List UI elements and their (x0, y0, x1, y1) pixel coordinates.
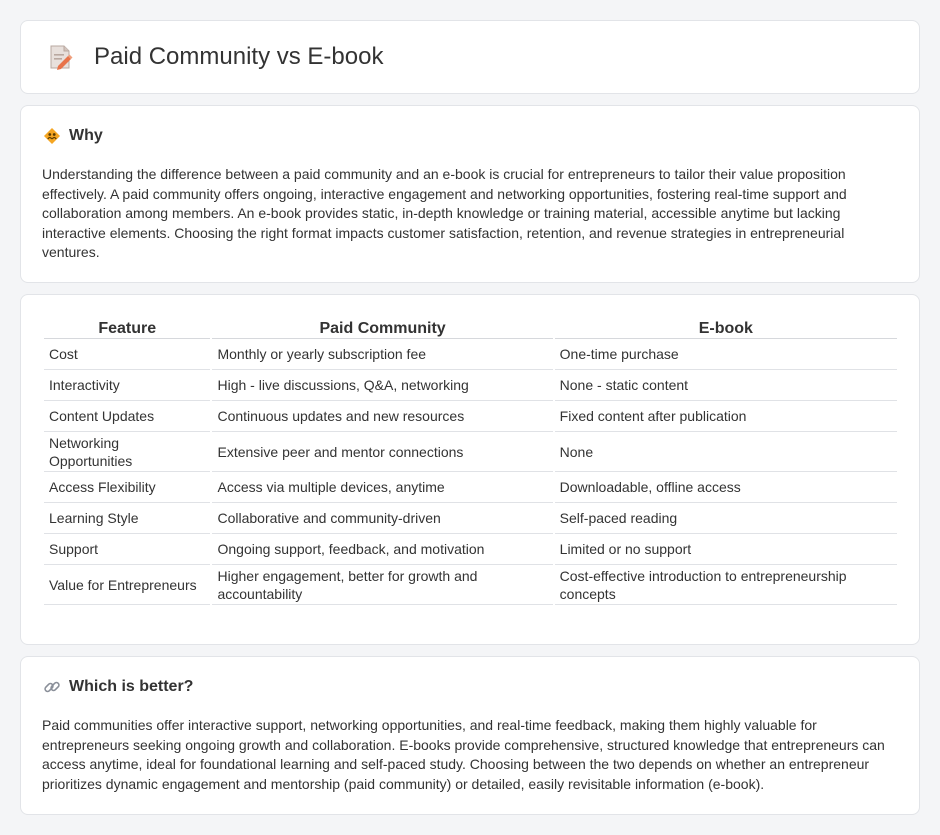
why-section (20, 105, 920, 283)
comparison-table (42, 317, 899, 605)
why-heading: Why (69, 127, 103, 144)
paid-community-cell: Higher engagement, better for growth and accountability (212, 565, 552, 605)
document-pencil-icon (46, 43, 74, 71)
paid-community-cell: High - live discussions, Q&A, networking (212, 370, 552, 401)
ebook-cell: Cost-effective introduction to entrepreneurship concepts (555, 565, 897, 605)
feature-cell: Access Flexibility (44, 472, 210, 503)
table-row (44, 339, 897, 370)
ebook-cell: Limited or no support (555, 534, 897, 565)
feature-cell: Networking Opportunities (44, 432, 210, 472)
table-row (44, 472, 897, 503)
table-row (44, 534, 897, 565)
feature-cell: Cost (44, 339, 210, 370)
diamond-people-icon (43, 127, 61, 145)
feature-cell: Learning Style (44, 503, 210, 534)
ebook-cell: None - static content (555, 370, 897, 401)
paid-community-cell: Collaborative and community-driven (212, 503, 552, 534)
table-header-row (44, 317, 897, 339)
paid-community-cell: Access via multiple devices, anytime (212, 472, 552, 503)
better-text: Paid communities offer interactive support, networking opportunities, and real-time feedback, making them highly valuable for entrepreneurs seeking ongoing growth and collaboration. E-books provide comprehensive, structured knowledge that entrepreneurs can access anytime, ideal for foundational learning and self-paced study. Choosing between the two depends on whether an entrepreneur prioritizes dynamic engagement and mentorship (paid community) or detailed, easily revisitable information (e-book). (42, 717, 885, 792)
ebook-cell: One-time purchase (555, 339, 897, 370)
link-icon (43, 678, 61, 696)
which-is-better-section (20, 656, 920, 815)
table-row (44, 565, 897, 605)
better-heading-row (43, 678, 193, 696)
better-heading: Which is better? (69, 678, 194, 695)
table-row (44, 370, 897, 401)
feature-cell: Content Updates (44, 401, 210, 432)
feature-cell: Interactivity (44, 370, 210, 401)
why-heading-row (43, 127, 103, 145)
ebook-cell: None (555, 432, 897, 472)
column-header: E-book (555, 317, 897, 339)
paid-community-cell: Continuous updates and new resources (212, 401, 552, 432)
feature-cell: Support (44, 534, 210, 565)
ebook-cell: Self-paced reading (555, 503, 897, 534)
why-text: Understanding the difference between a paid community and an e-book is crucial for entrepreneurs to tailor their value proposition effectively. A paid community offers ongoing, interactive engagement and networking opportunities, fostering real-time support and collaboration among members. An e-book provides static, in-depth knowledge or training material, accessible anytime but lacking interactive elements. Choosing the right format impacts customer satisfaction, retention, and revenue strategies in entrepreneurial ventures. (42, 166, 847, 261)
table-row (44, 401, 897, 432)
column-header: Paid Community (212, 317, 552, 339)
title-card (20, 20, 920, 94)
table-row (44, 503, 897, 534)
paid-community-cell: Ongoing support, feedback, and motivation (212, 534, 552, 565)
paid-community-cell: Monthly or yearly subscription fee (212, 339, 552, 370)
comparison-section (20, 294, 920, 645)
page-title: Paid Community vs E-book (94, 43, 384, 70)
feature-cell: Value for Entrepreneurs (44, 565, 210, 605)
paid-community-cell: Extensive peer and mentor connections (212, 432, 552, 472)
ebook-cell: Downloadable, offline access (555, 472, 897, 503)
table-row (44, 432, 897, 472)
column-header: Feature (44, 317, 210, 339)
title-row (46, 43, 383, 71)
ebook-cell: Fixed content after publication (555, 401, 897, 432)
